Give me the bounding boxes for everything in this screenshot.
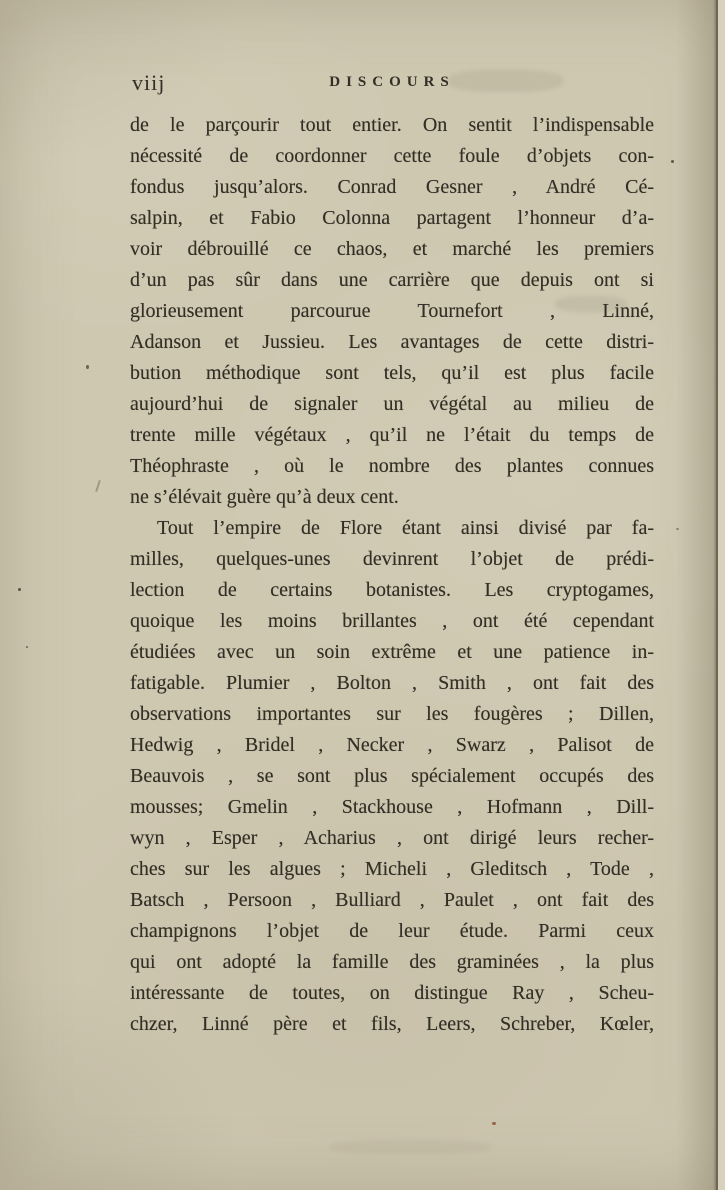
text-line: qui ont adopté la famille des graminées , la plus bbox=[130, 951, 654, 973]
text-line: fondus jusqu’alors. Conrad Gesner , André Cé- bbox=[130, 176, 654, 198]
text-line: lection de certains botanistes. Les cryptogames, bbox=[130, 579, 654, 601]
paper-speck bbox=[492, 1122, 496, 1125]
text-line: étudiées avec un soin extrême et une patience in- bbox=[130, 641, 654, 663]
paper-speck bbox=[86, 365, 89, 369]
text-line: ches sur les algues ; Micheli , Gleditsch , Tode , bbox=[130, 858, 654, 880]
text-line: Hedwig , Bridel , Necker , Swarz , Palisot de bbox=[130, 734, 654, 756]
text-line: glorieusement parcourue Tournefort , Linné, bbox=[130, 300, 654, 322]
text-line: nécessité de coordonner cette foule d’objets con- bbox=[130, 145, 654, 167]
text-line: bution méthodique sont tels, qu’il est plus facile bbox=[130, 362, 654, 384]
text-line: trente mille végétaux , qu’il ne l’était du temps de bbox=[130, 424, 654, 446]
text-line: mousses; Gmelin , Stackhouse , Hofmann , Dill- bbox=[130, 796, 654, 818]
text-line: wyn , Esper , Acharius , ont dirigé leurs recher- bbox=[130, 827, 654, 849]
paper-speck bbox=[676, 528, 679, 530]
page-edge-shading bbox=[676, 0, 716, 1190]
text-line: quoique les moins brillantes , ont été cependant bbox=[130, 610, 654, 632]
text-line: Adanson et Jussieu. Les avantages de cette distri- bbox=[130, 331, 654, 353]
paper-speck bbox=[671, 160, 674, 163]
text-line: ne s’élévait guère qu’à deux cent. bbox=[130, 486, 399, 508]
text-line: voir débrouillé ce chaos, et marché les premiers bbox=[130, 238, 654, 260]
text-line: Théophraste , où le nombre des plantes connues bbox=[130, 455, 654, 477]
text-line: chzer, Linné père et fils, Leers, Schreber, Kœler, bbox=[130, 1013, 654, 1035]
paper-speck bbox=[95, 480, 101, 492]
text-line: aujourd’hui de signaler un végétal au milieu de bbox=[130, 393, 654, 415]
text-line: champignons l’objet de leur étude. Parmi ceux bbox=[130, 920, 654, 942]
text-line: fatigable. Plumier , Bolton , Smith , ont fait des bbox=[130, 672, 654, 694]
text-line: d’un pas sûr dans une carrière que depuis ont si bbox=[130, 269, 654, 291]
text-line: de le parçourir tout entier. On sentit l’indispensable bbox=[130, 114, 654, 136]
text-line: milles, quelques-unes devinrent l’objet de prédi- bbox=[130, 548, 654, 570]
running-header: DISCOURS bbox=[329, 74, 455, 90]
text-line: intéressante de toutes, on distingue Ray , Scheu- bbox=[130, 982, 654, 1004]
body-text bbox=[130, 110, 654, 1040]
text-line: Beauvois , se sont plus spécialement occupés des bbox=[130, 765, 654, 787]
paper-speck bbox=[18, 588, 21, 591]
page-header bbox=[130, 68, 654, 98]
next-page-sliver bbox=[718, 0, 725, 1190]
show-through-mark bbox=[330, 1140, 490, 1154]
text-line: Batsch , Persoon , Bulliard , Paulet , ont fait des bbox=[130, 889, 654, 911]
text-line: Tout l’empire de Flore étant ainsi divisé par fa- bbox=[157, 517, 654, 539]
text-line: salpin, et Fabio Colonna partagent l’honneur d’a- bbox=[130, 207, 654, 229]
paper-speck bbox=[26, 646, 28, 648]
page-number-folio: viij bbox=[132, 70, 166, 95]
text-line: observations importantes sur les fougères ; Dillen, bbox=[130, 703, 654, 725]
